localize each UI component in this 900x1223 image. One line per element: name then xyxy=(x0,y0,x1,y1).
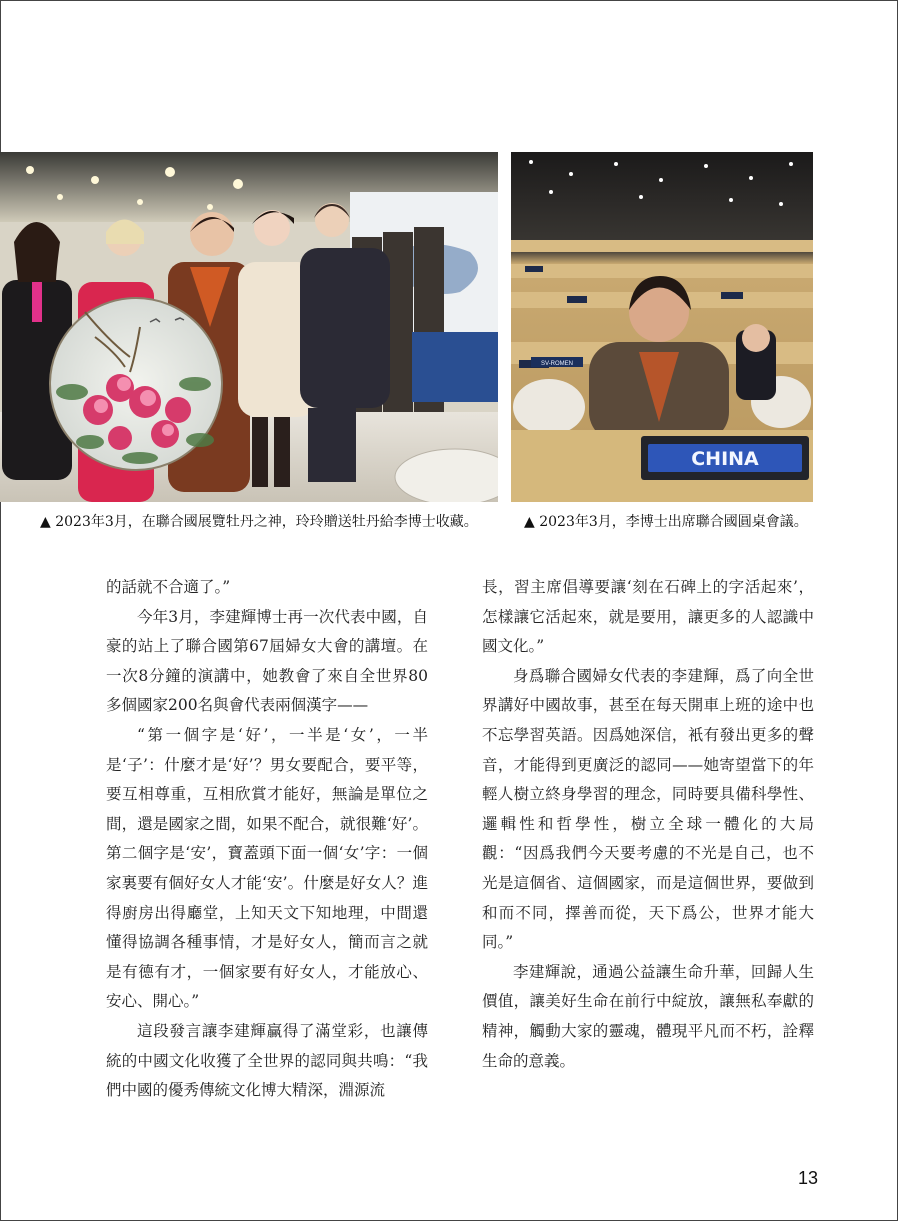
photo-peony-painting-illustration xyxy=(0,152,498,502)
article-column-right xyxy=(482,573,814,1076)
photo-peony-painting-group xyxy=(0,152,498,502)
paragraph-quote: “第一個字是‘好’，一半是‘女’，一半是‘子’：什麼才是‘好’？男女要配合，要平等，要互相尊重，互相欣賞才能好，無論是單位之間，還是國家之間，如果不配合，就很難‘好’。第二個字是‘安’，寶蓋頭下面一個‘女’字：一個家裏要有個好女人才能‘安’。什麼是好女人？進得廚房出得廳堂，上知天文下知地理，中間還懂得協調各種事情，才是好女人，簡而言之就是有德有才，一個家要有好女人，才能放心、安心、開心。” xyxy=(106,725,428,1011)
paragraph: 今年3月，李建輝博士再一次代表中國，自豪的站上了聯合國第67屆婦女大會的講壇。在一次8分鐘的演講中，她教會了來自全世界80多個國家200名與會代表兩個漢字—— xyxy=(106,607,428,715)
article-column-left xyxy=(106,573,428,1106)
caption-left: ▲ 2023年3月，在聯合國展覽牡丹之神，玲玲贈送牡丹給李博士收藏。 xyxy=(40,514,478,530)
page-number: 13 xyxy=(797,1168,818,1188)
paragraph: 李建輝說，通過公益讓生命升華，回歸人生價值，讓美好生命在前行中綻放，讓無私奉獻的精神，觸動大家的靈魂，體現平凡而不朽，詮釋生命的意義。 xyxy=(482,962,814,1070)
photo-un-roundtable xyxy=(511,152,813,502)
china-placard-text: CHINA xyxy=(691,448,759,470)
caption-right: ▲ 2023年3月，李博士出席聯合國圓桌會議。 xyxy=(524,514,808,530)
paragraph: 這段發言讓李建輝贏得了滿堂彩，也讓傳統的中國文化收獲了全世界的認同與共鳴：“我們中國的優秀傳統文化博大精深，淵源流 xyxy=(106,1021,428,1100)
photo-un-roundtable-illustration xyxy=(511,152,813,502)
paragraph: 長，習主席倡導要讓‘刻在石碑上的字活起來’，怎樣讓它活起來，就是要用，讓更多的人認識中國文化。” xyxy=(482,578,814,656)
paragraph: 身爲聯合國婦女代表的李建輝，爲了向全世界講好中國故事，甚至在每天開車上班的途中也不忘學習英語。因爲她深信，衹有發出更多的聲音，才能得到更廣泛的認同——她寄望當下的年輕人樹立終身學習的理念，同時要具備科學性、邏輯性和哲學性，樹立全球一體化的大局觀：“因爲我們今天要考慮的不光是自己，也不光是這個省、這個國家，而是這個世界，要做到和而不同，擇善而從，天下爲公，世界才能大同。” xyxy=(482,666,814,952)
small-placard-text: SV-ROMEN xyxy=(540,361,574,367)
paragraph: 的話就不合適了。” xyxy=(106,578,231,596)
